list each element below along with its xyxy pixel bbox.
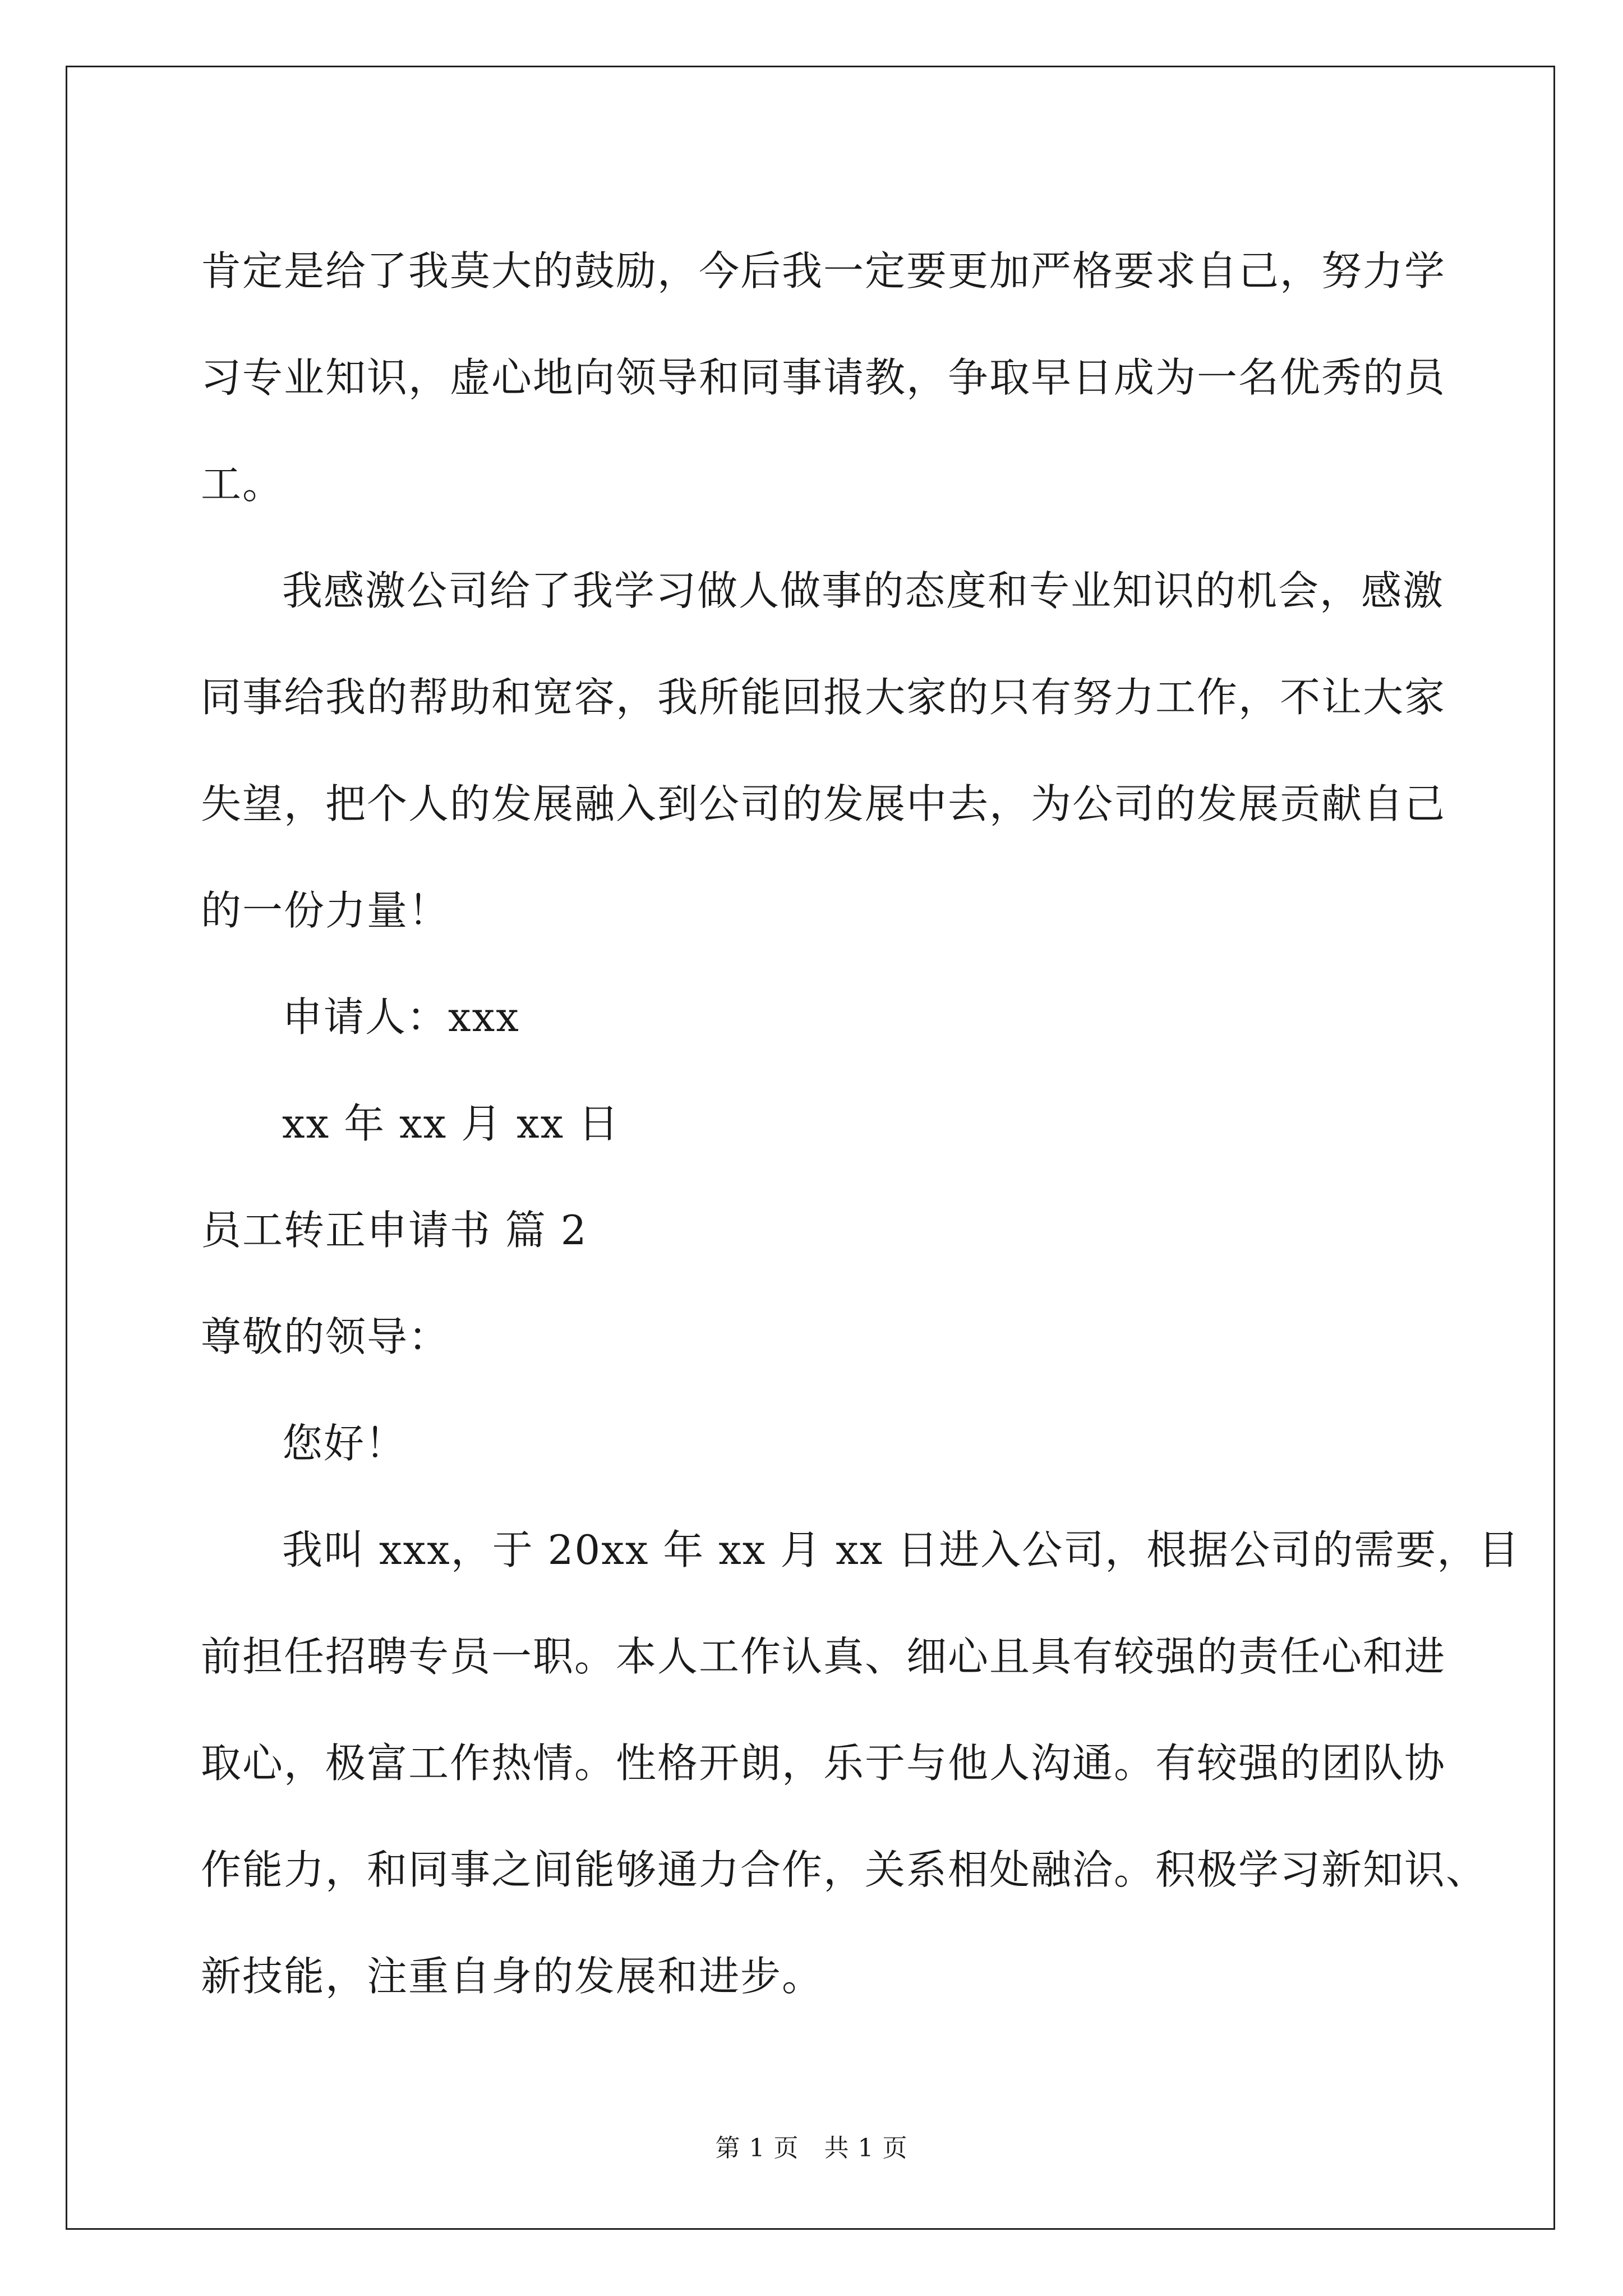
paragraph-line: 新技能，注重自身的发展和进步。 [201, 1953, 824, 2000]
date-line: xx 年 xx 月 xx 日 [282, 1100, 620, 1147]
salutation: 尊敬的领导： [201, 1313, 450, 1360]
paragraph-line: 肯定是给了我莫大的鼓励，今后我一定要更加严格要求自己，努力学 [201, 247, 1446, 295]
paragraph-line: 我感激公司给了我学习做人做事的态度和专业知识的机会，感激 [282, 567, 1445, 614]
paragraph-line: 习专业知识，虚心地向领导和同事请教，争取早日成为一名优秀的员 [201, 354, 1446, 401]
document-body [201, 218, 1520, 2030]
paragraph-line: 前担任招聘专员一职。本人工作认真、细心且具有较强的责任心和进 [201, 1633, 1446, 1680]
paragraph-line: 的一份力量！ [201, 887, 450, 934]
greeting: 您好！ [282, 1420, 407, 1467]
page-footer: 第 1 页 共 1 页 [715, 2134, 908, 2162]
section-title: 员工转正申请书 篇 2 [201, 1207, 588, 1254]
applicant-line: 申请人：xxx [282, 993, 520, 1041]
paragraph-line: 工。 [201, 461, 284, 508]
paragraph-line: 我叫 xxx，于 20xx 年 xx 月 xx 日进入公司，根据公司的需要，目 [282, 1526, 1520, 1573]
paragraph-line: 作能力，和同事之间能够通力合作，关系相处融洽。积极学习新知识、 [201, 1846, 1488, 1893]
paragraph-line: 失望，把个人的发展融入到公司的发展中去，为公司的发展贡献自己 [201, 780, 1446, 827]
paragraph-line: 同事给我的帮助和宽容，我所能回报大家的只有努力工作，不让大家 [201, 674, 1446, 721]
paragraph-line: 取心，极富工作热情。性格开朗，乐于与他人沟通。有较强的团队协 [201, 1740, 1446, 1787]
